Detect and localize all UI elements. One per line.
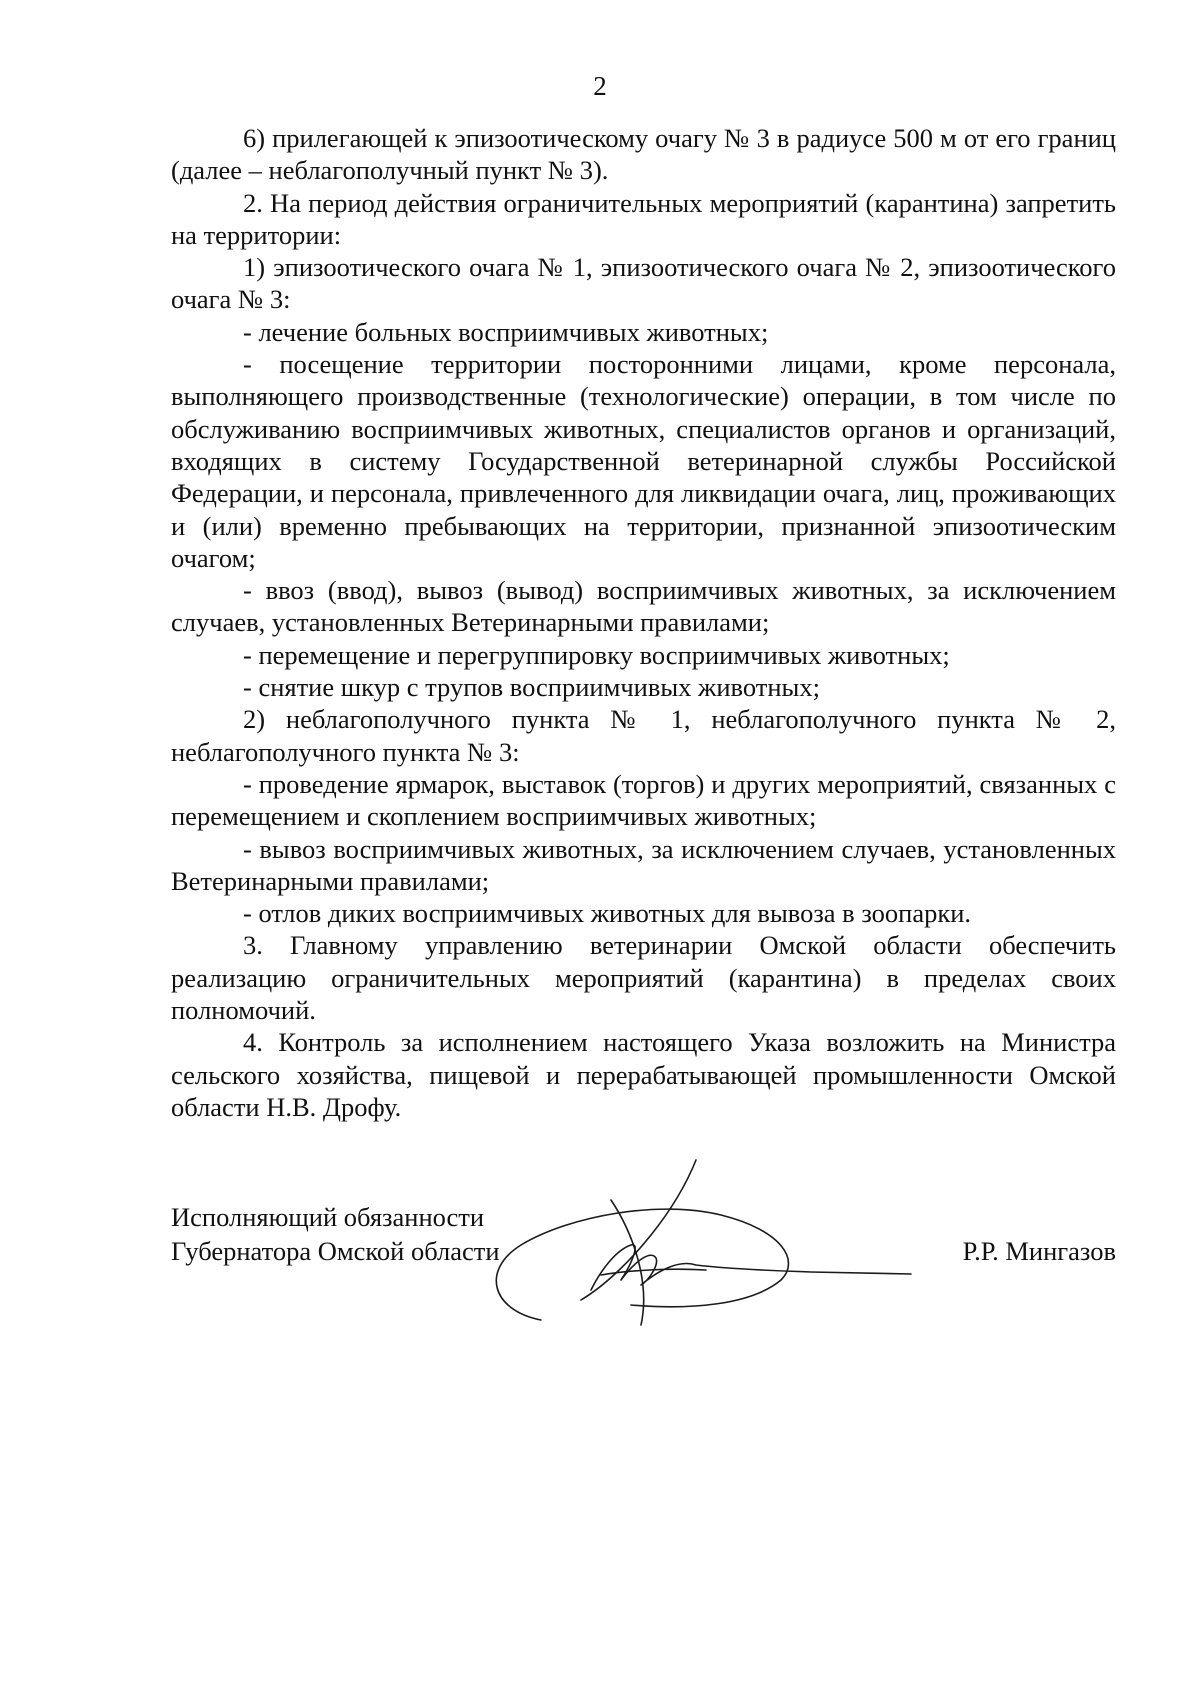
signatory-title <box>171 1200 500 1268</box>
paragraph: 2) неблагополучного пункта № 1, неблагополучного пункта № 2, неблагополучного пункта № 3: <box>171 704 1116 767</box>
document-body <box>171 122 1116 1123</box>
paragraph: - снятие шкур с трупов восприимчивых животных; <box>243 672 820 703</box>
paragraph: - вывоз восприимчивых животных, за исключением случаев, установленных Ветеринарными правилами; <box>171 833 1116 896</box>
paragraph: - лечение больных восприимчивых животных; <box>243 316 769 347</box>
paragraph: - перемещение и перегруппировку восприимчивых животных; <box>243 639 950 670</box>
paragraph: - посещение территории посторонними лицами, кроме персонала, выполняющего производственные (технологические) операции, в том числе по обслуживанию восприимчивых животных, специалистов органов и организаций, входящих в систему Государственной ветеринарной службы Российской Федерации, и персонала, привлеченного для ликвидации очага, лиц, проживающих и (или) временно пребывающих на территории, признанной эпизоотическим очагом; <box>171 349 1116 573</box>
signature-block <box>171 1200 1116 1320</box>
paragraph: 2. На период действия ограничительных мероприятий (карантина) запретить на территории: <box>171 187 1116 250</box>
paragraph: 1) эпизоотического очага № 1, эпизоотического очага № 2, эпизоотического очага № 3: <box>171 252 1116 315</box>
signatory-title-line-1: Исполняющий обязанности <box>171 1202 485 1232</box>
page-number: 2 <box>593 71 607 101</box>
paragraph: - ввоз (ввод), вывоз (вывод) восприимчивых животных, за исключением случаев, установленных Ветеринарными правилами; <box>171 575 1116 638</box>
paragraph: - отлов диких восприимчивых животных для вывоза в зоопарки. <box>243 898 972 929</box>
signatory-title-line-2: Губернатора Омской области <box>171 1236 500 1266</box>
handwritten-signature <box>481 1140 901 1330</box>
paragraph: 6) прилегающей к эпизоотическому очагу № 3 в радиусе 500 м от его границ (далее – неблагополучный пункт № 3). <box>171 123 1116 186</box>
signatory-name: Р.Р. Мингазов <box>962 1236 1116 1266</box>
paragraph: 3. Главному управлению ветеринарии Омской области обеспечить реализацию ограничительных мероприятий (карантина) в пределах своих полномочий. <box>171 930 1116 1026</box>
paragraph: - проведение ярмарок, выставок (торгов) и других мероприятий, связанных с перемещением и скоплением восприимчивых животных; <box>171 768 1116 832</box>
paragraph: 4. Контроль за исполнением настоящего Указа возложить на Министра сельского хозяйства, пищевой и перерабатывающей промышленности Омской области Н.В. Дрофу. <box>171 1027 1116 1122</box>
